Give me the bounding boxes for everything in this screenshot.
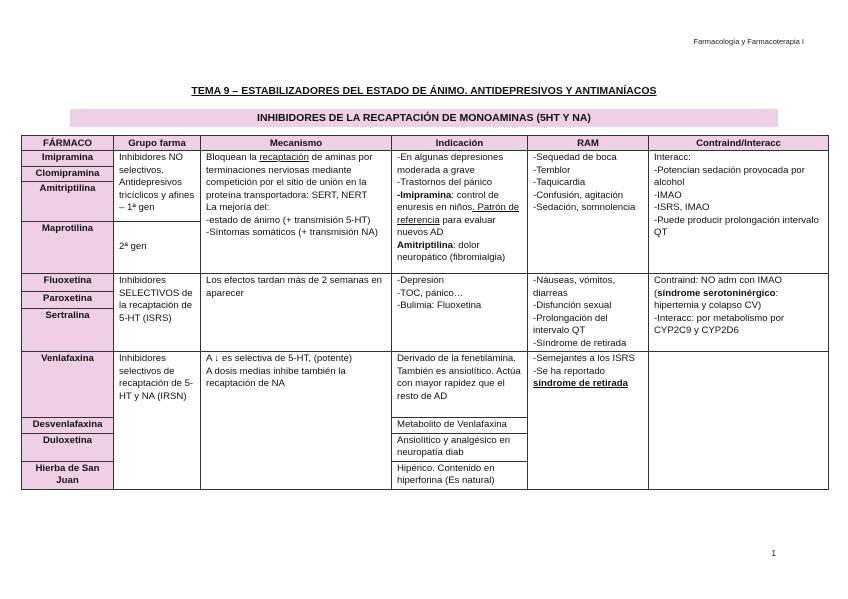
drug-desvenlafaxina: Desvenlafaxina bbox=[22, 418, 114, 434]
ram-tca bbox=[528, 151, 649, 274]
table-header-row bbox=[22, 136, 829, 151]
indicacion-isrs-line1: -Depresión bbox=[397, 275, 444, 286]
mecanismo-tca-line1 bbox=[206, 152, 386, 202]
ram-irsn bbox=[528, 352, 649, 490]
text: de aminas por terminaciones nerviosas mediante competición por el sitio de unión en la proteína transportadora: SERT, NERT bbox=[206, 152, 373, 201]
text-underlined: recaptación bbox=[259, 152, 309, 163]
indicacion-desvenlafaxina: Metabolito de Venlafaxina bbox=[392, 418, 528, 434]
mecanismo-tca bbox=[201, 151, 392, 274]
ram-irsn-line2: -Se ha reportado bbox=[533, 365, 605, 377]
text: : dolor neuropático (fibromialgia) bbox=[397, 239, 506, 263]
down-arrow-icon: ↓ bbox=[214, 353, 220, 364]
col-header-indicacion: Indicación bbox=[392, 136, 528, 151]
contraind-tca-line1: Interacc: bbox=[654, 152, 691, 163]
drug-imipramina: Imipramina bbox=[22, 151, 114, 167]
grupo-isrs: Inhibidores SELECTIVOS de la recaptación de 5-HT (ISRS) bbox=[114, 274, 201, 352]
indicacion-isrs bbox=[392, 274, 528, 352]
col-header-ram: RAM bbox=[528, 136, 649, 151]
grupo-irsn: Inhibidores selectivos de recaptación de 5-HT y NA (IRSN) bbox=[114, 352, 201, 490]
text-underlined: . Patrón de referencia bbox=[397, 202, 520, 226]
indicacion-tca bbox=[392, 151, 528, 274]
text: para evaluar nuevos AD bbox=[397, 214, 496, 238]
grupo-tca-text: Inhibidores NO selectivos. Antidepresivos tricíclicos y afines – 1ª gen bbox=[119, 152, 195, 213]
mecanismo-tca-line3: -estado de ánimo (+ transmisión 5-HT) bbox=[206, 214, 371, 226]
mecanismo-tca-line4: -Síntomas somáticos (+ transmisión NA) bbox=[206, 227, 378, 238]
col-header-farmaco: FÁRMACO bbox=[22, 136, 114, 151]
course-header: Farmacología y Farmacoterapia I bbox=[693, 37, 804, 46]
indicacion-hierba-san-juan: Hipérico. Contenido en hiperforina (Es natural) bbox=[392, 461, 528, 489]
ram-irsn-line3: síndrome de retirada bbox=[533, 378, 628, 389]
ram-tca-line2: -Temblor bbox=[533, 164, 571, 176]
contraind-isrs-line1 bbox=[654, 275, 823, 313]
indicacion-isrs-line2: -TOC, pánico… bbox=[397, 287, 464, 299]
text-bold: síndrome serotoninérgico bbox=[657, 287, 776, 299]
mecanismo-irsn bbox=[201, 352, 392, 490]
text: es selectiva de 5-HT, (potente) bbox=[219, 353, 353, 364]
mecanismo-tca-line2: La mejoría del: bbox=[206, 202, 270, 213]
mecanismo-isrs: Los efectos tardan más de 2 semanas en aparecer bbox=[201, 274, 392, 352]
drug-paroxetina: Paroxetina bbox=[22, 291, 114, 309]
indicacion-tca-line4 bbox=[397, 240, 522, 265]
drug-clomipramina: Clomipramina bbox=[22, 166, 114, 182]
indicacion-tca-line2: -Trastornos del pánico bbox=[397, 177, 493, 188]
ram-isrs-line1: -Náuseas, vómitos, diarreas bbox=[533, 275, 616, 299]
indicacion-tca-line3 bbox=[397, 190, 522, 240]
grupo-tca bbox=[114, 151, 201, 222]
text: A bbox=[206, 353, 215, 364]
table-row bbox=[22, 352, 829, 418]
text: : control de enuresis en niños bbox=[397, 189, 499, 213]
text: Bloquean la bbox=[206, 152, 260, 163]
col-header-contraind: Contraind/Interacc bbox=[649, 136, 829, 151]
drug-table bbox=[21, 135, 829, 490]
drug-maprotilina: Maprotilina bbox=[22, 222, 114, 274]
grupo-maprotilina: 2ª gen bbox=[114, 222, 201, 274]
ram-isrs-line2: -Disfunción sexual bbox=[533, 300, 612, 311]
table-row bbox=[22, 151, 829, 167]
col-header-grupo: Grupo farma bbox=[114, 136, 201, 151]
drug-duloxetina: Duloxetina bbox=[22, 433, 114, 461]
indicacion-venlafaxina: Derivado de la fenetilamina. También es ansiolítico. Actúa con mayor rapidez que el resto de AD bbox=[392, 352, 528, 418]
drug-venlafaxina: Venlafaxina bbox=[22, 352, 114, 418]
indicacion-isrs-line3: -Bulimia: Fluoxetina bbox=[397, 300, 482, 311]
ram-tca-line5: -Sedación, somnolencia bbox=[533, 202, 636, 213]
indicacion-tca-line1: -En algunas depresiones moderada a grave bbox=[397, 152, 504, 176]
mecanismo-irsn-line2: A dosis medias inhibe también la recaptación de NA bbox=[206, 365, 346, 389]
contraind-tca-line5: -Puede producir prolongación intervalo QT bbox=[654, 214, 819, 238]
contraind-tca-line3: -IMAO bbox=[654, 189, 682, 201]
contraind-tca-line4: -ISRS, IMAO bbox=[654, 202, 710, 213]
text-bold: -Imipramina bbox=[397, 189, 452, 201]
contraind-irsn bbox=[649, 352, 829, 490]
drug-amitriptilina: Amitriptilina bbox=[22, 182, 114, 222]
ram-tca-line3: -Taquicardia bbox=[533, 177, 586, 188]
contraind-isrs bbox=[649, 274, 829, 352]
contraind-tca-line2: -Potencian sedación provocada por alcohol bbox=[654, 164, 805, 188]
indicacion-duloxetina: Ansiolítico y analgésico en neuropatía diab bbox=[392, 433, 528, 461]
ram-isrs-line4: -Síndrome de retirada bbox=[533, 337, 627, 349]
contraind-tca bbox=[649, 151, 829, 274]
text: : hipertemia y colapso CV) bbox=[654, 287, 779, 311]
text-bold: Amitriptilina bbox=[397, 239, 453, 251]
ram-isrs bbox=[528, 274, 649, 352]
ram-tca-line1: -Sequedad de boca bbox=[533, 152, 617, 163]
page-number: 1 bbox=[771, 549, 776, 558]
page-title: TEMA 9 – ESTABILIZADORES DEL ESTADO DE ÁNIMO. ANTIDEPRESIVOS Y ANTIMANÍACOS bbox=[191, 85, 657, 97]
table-row bbox=[22, 274, 829, 292]
text: Contraind: NO adm con IMAO ( bbox=[654, 275, 782, 299]
col-header-mecanismo: Mecanismo bbox=[201, 136, 392, 151]
ram-isrs-line3: -Prolongación del intervalo QT bbox=[533, 312, 608, 336]
mecanismo-irsn-line1 bbox=[206, 353, 386, 366]
contraind-isrs-line2: -Interacc: por metabolismo por CYP2C9 y CYP2D6 bbox=[654, 312, 785, 336]
section-subtitle: INHIBIDORES DE LA RECAPTACIÓN DE MONOAMINAS (5HT Y NA) bbox=[70, 109, 778, 127]
drug-fluoxetina: Fluoxetina bbox=[22, 274, 114, 292]
drug-sertralina: Sertralina bbox=[22, 309, 114, 352]
drug-hierba-san-juan: Hierba de San Juan bbox=[22, 461, 114, 489]
ram-irsn-line1: -Semejantes a los ISRS bbox=[533, 353, 635, 364]
ram-tca-line4: -Confusión, agitación bbox=[533, 189, 624, 201]
